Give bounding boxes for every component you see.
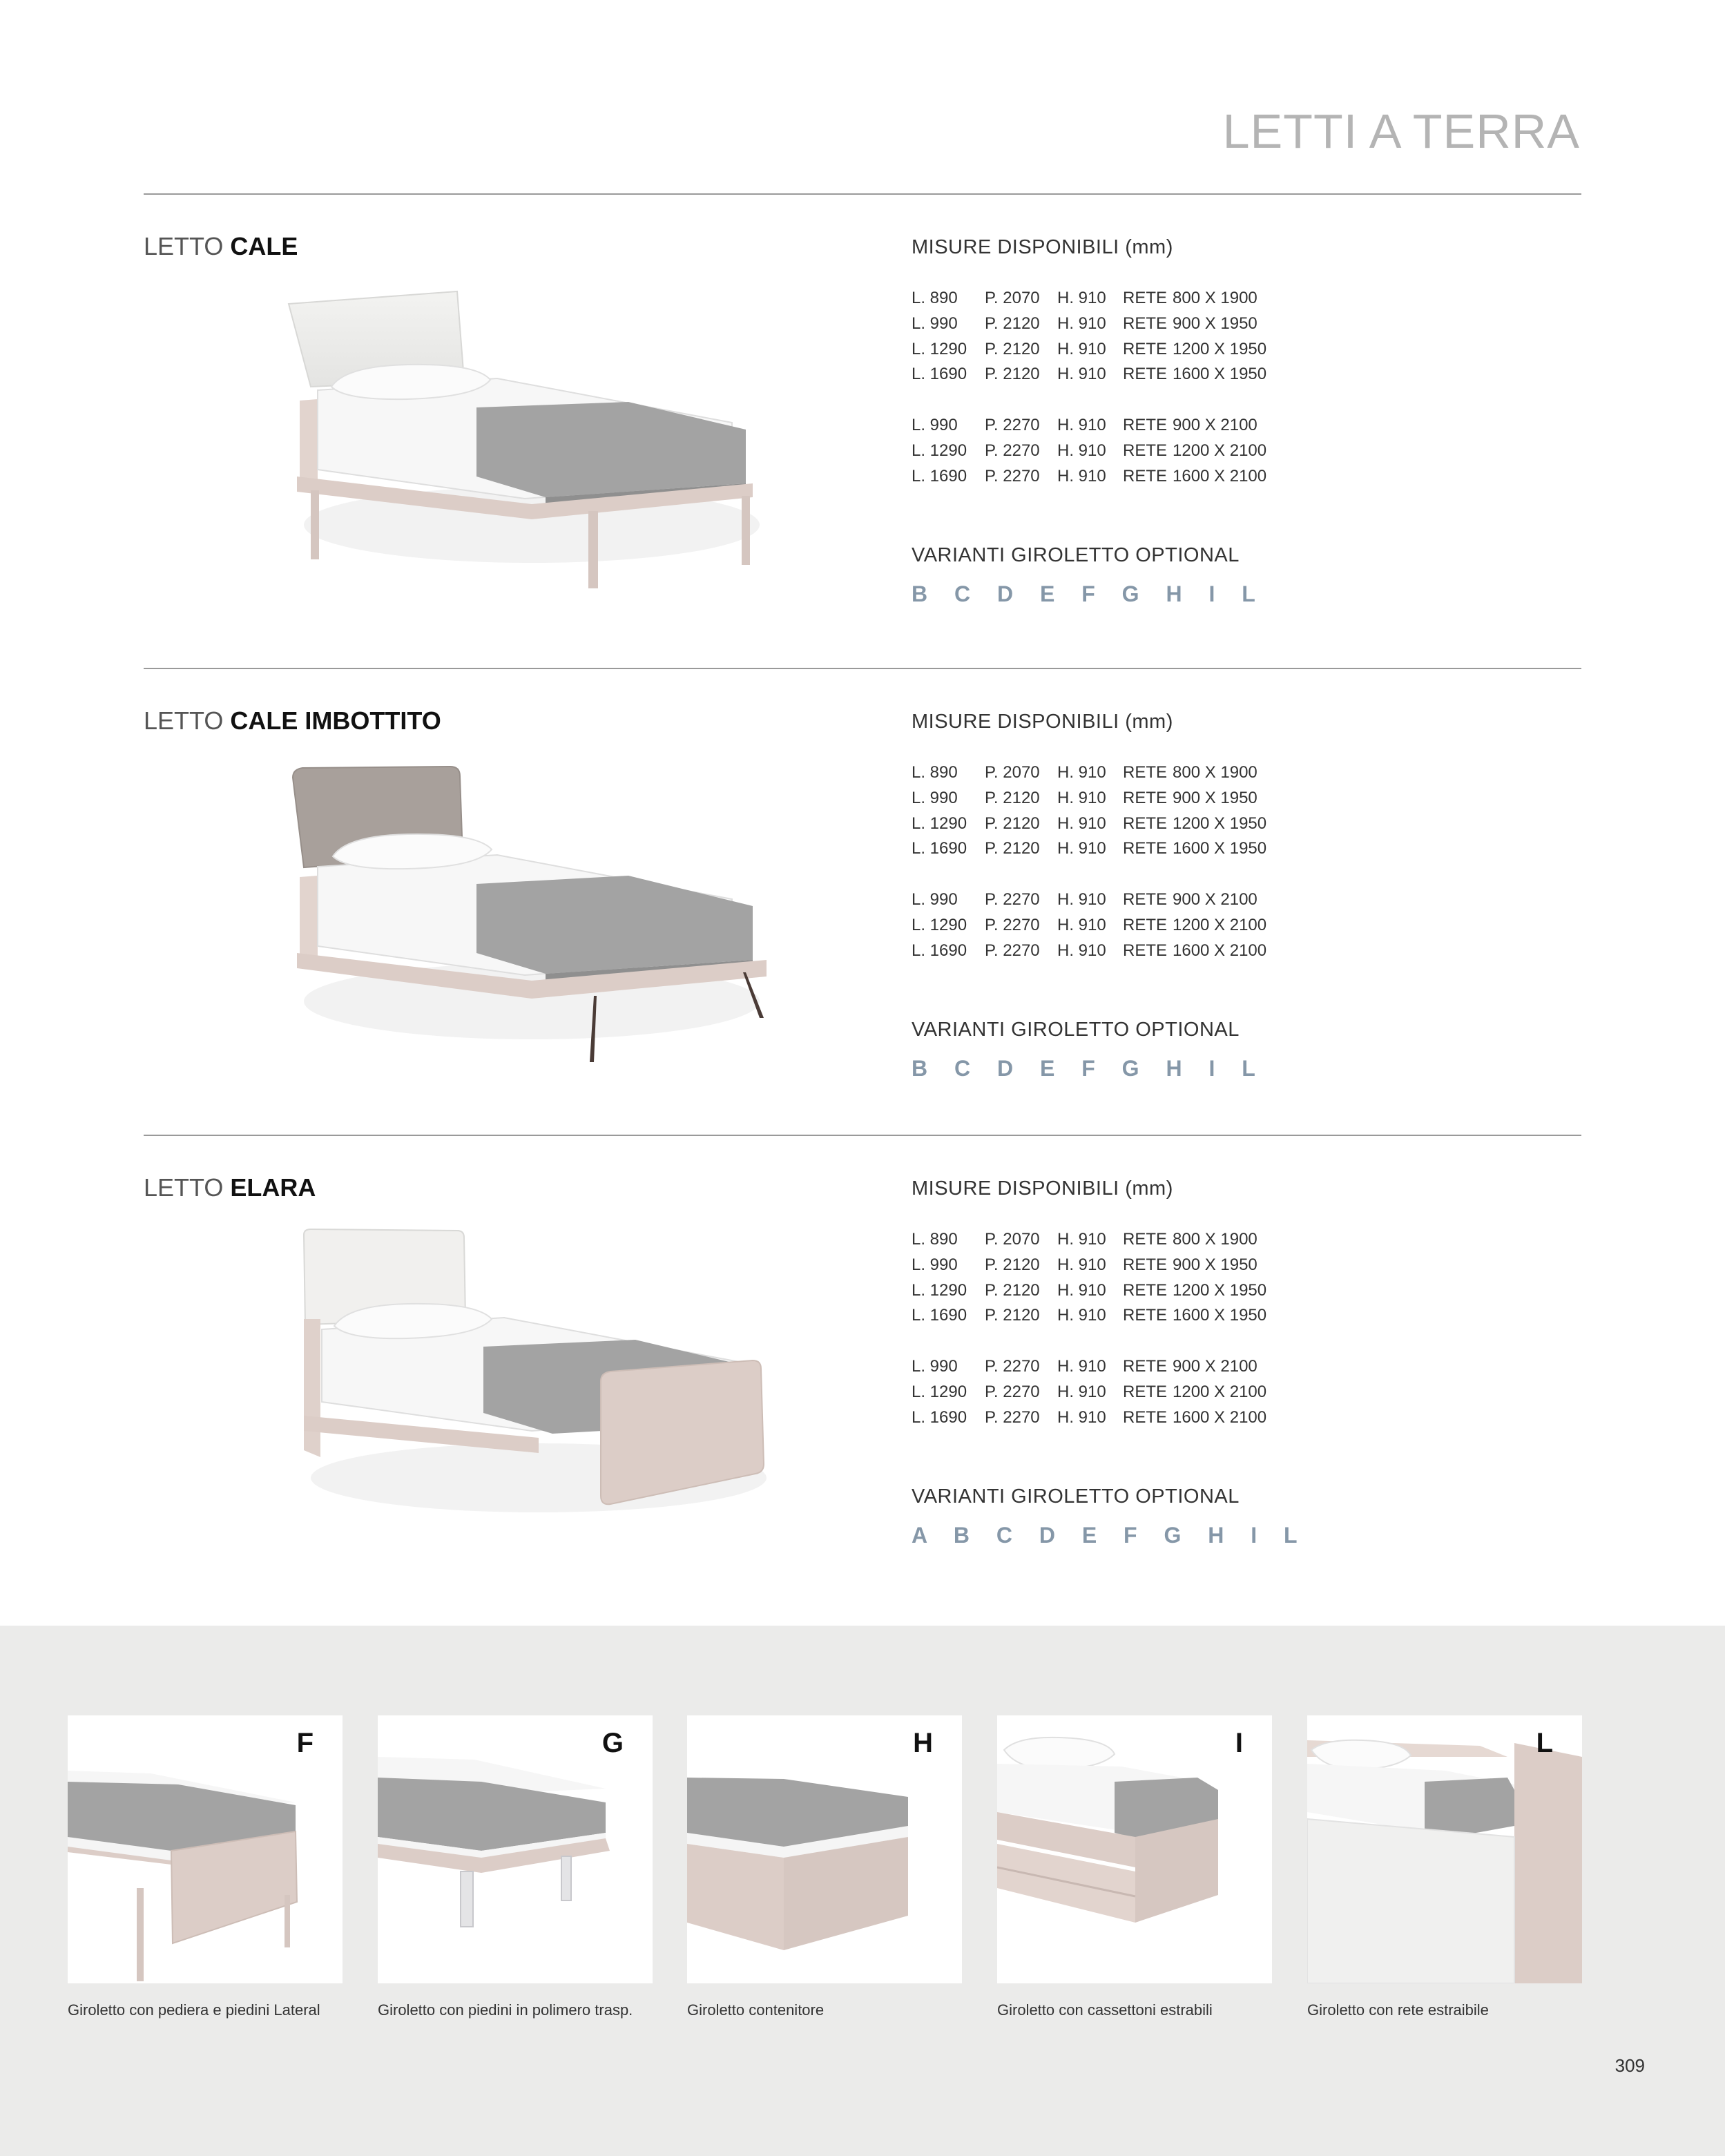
spec-table-standard bbox=[912, 286, 1311, 387]
variant-letters: A B C D E F G H I L bbox=[912, 1523, 1304, 1548]
variant-thumb-f bbox=[68, 1715, 343, 1983]
spec-row: L. 990 P. 2270 H. 910 RETE 900 X 2100 bbox=[912, 1357, 1257, 1376]
section-divider bbox=[144, 668, 1581, 669]
variants-heading: VARIANTI GIROLETTO OPTIONAL bbox=[912, 544, 1240, 566]
bed-cale-image bbox=[269, 276, 794, 601]
product-title-name: CALE IMBOTTITO bbox=[230, 706, 441, 735]
variant-letters: B C D E F G H I L bbox=[912, 1056, 1262, 1081]
variant-thumb-l bbox=[1307, 1715, 1582, 1983]
spec-row: L. 890 P. 2070 H. 910 RETE 800 X 1900 bbox=[912, 1230, 1257, 1249]
variant-thumb-g bbox=[378, 1715, 653, 1983]
spec-row: L. 1290 P. 2120 H. 910 RETE 1200 X 1950 bbox=[912, 339, 1267, 358]
variant-thumb-i bbox=[997, 1715, 1272, 1983]
variants-heading: VARIANTI GIROLETTO OPTIONAL bbox=[912, 1019, 1240, 1041]
page-title: LETTI A TERRA bbox=[1222, 104, 1580, 158]
section-divider bbox=[144, 1135, 1581, 1136]
section-divider bbox=[144, 193, 1581, 195]
spec-table-standard bbox=[912, 760, 1311, 862]
variant-i-image bbox=[997, 1715, 1272, 1983]
spec-row: L. 1290 P. 2270 H. 910 RETE 1200 X 2100 bbox=[912, 915, 1267, 934]
spec-row: L. 1690 P. 2120 H. 910 RETE 1600 X 1950 bbox=[912, 839, 1267, 858]
spec-row: L. 990 P. 2270 H. 910 RETE 900 X 2100 bbox=[912, 890, 1257, 909]
spec-heading: MISURE DISPONIBILI (mm) bbox=[912, 711, 1173, 733]
spec-table-long bbox=[912, 413, 1311, 489]
variant-letters: B C D E F G H I L bbox=[912, 581, 1262, 606]
product-title-cale bbox=[144, 232, 298, 261]
variant-thumb-h bbox=[687, 1715, 962, 1983]
product-title-cale-imbottito bbox=[144, 706, 441, 735]
variant-caption: Giroletto con cassettoni estrabili bbox=[997, 2001, 1213, 2019]
spec-table-long bbox=[912, 1354, 1311, 1430]
bed-cale-imbottito-image bbox=[269, 753, 794, 1077]
spec-table-standard bbox=[912, 1227, 1311, 1329]
spec-row: L. 1290 P. 2270 H. 910 RETE 1200 X 2100 bbox=[912, 1382, 1267, 1401]
spec-row: L. 1690 P. 2270 H. 910 RETE 1600 X 2100 bbox=[912, 466, 1267, 485]
spec-row: L. 1690 P. 2270 H. 910 RETE 1600 X 2100 bbox=[912, 941, 1267, 960]
variant-letter: L bbox=[1536, 1728, 1553, 1758]
spec-row: L. 990 P. 2120 H. 910 RETE 900 X 1950 bbox=[912, 788, 1257, 807]
variant-letter: H bbox=[913, 1728, 933, 1758]
spec-row: L. 1690 P. 2270 H. 910 RETE 1600 X 2100 bbox=[912, 1407, 1267, 1427]
spec-row: L. 990 P. 2120 H. 910 RETE 900 X 1950 bbox=[912, 1255, 1257, 1274]
spec-row: L. 990 P. 2120 H. 910 RETE 900 X 1950 bbox=[912, 314, 1257, 333]
variant-letter: G bbox=[601, 1728, 624, 1758]
spec-row: L. 1690 P. 2120 H. 910 RETE 1600 X 1950 bbox=[912, 365, 1267, 384]
spec-row: L. 1290 P. 2120 H. 910 RETE 1200 X 1950 bbox=[912, 1280, 1267, 1300]
variant-letter: F bbox=[296, 1728, 314, 1758]
product-title-elara bbox=[144, 1173, 316, 1202]
product-title-prefix: LETTO bbox=[144, 232, 224, 260]
variant-caption: Giroletto con piedini in polimero trasp. bbox=[378, 2001, 633, 2019]
product-title-name: CALE bbox=[230, 232, 298, 260]
spec-heading: MISURE DISPONIBILI (mm) bbox=[912, 236, 1173, 258]
page-number: 309 bbox=[1615, 2055, 1645, 2076]
product-title-prefix: LETTO bbox=[144, 1173, 224, 1202]
spec-row: L. 1290 P. 2270 H. 910 RETE 1200 X 2100 bbox=[912, 441, 1267, 460]
spec-row: L. 890 P. 2070 H. 910 RETE 800 X 1900 bbox=[912, 289, 1257, 307]
bed-elara-image bbox=[276, 1215, 801, 1540]
spec-table-long bbox=[912, 887, 1311, 963]
spec-row: L. 1290 P. 2120 H. 910 RETE 1200 X 1950 bbox=[912, 814, 1267, 833]
variants-heading: VARIANTI GIROLETTO OPTIONAL bbox=[912, 1485, 1240, 1508]
spec-heading: MISURE DISPONIBILI (mm) bbox=[912, 1177, 1173, 1200]
spec-row: L. 1690 P. 2120 H. 910 RETE 1600 X 1950 bbox=[912, 1306, 1267, 1325]
variant-letter: I bbox=[1235, 1728, 1243, 1758]
spec-row: L. 890 P. 2070 H. 910 RETE 800 X 1900 bbox=[912, 763, 1257, 782]
variant-caption: Giroletto con pediera e piedini Lateral bbox=[68, 2001, 320, 2019]
variant-caption: Giroletto con rete estraibile bbox=[1307, 2001, 1489, 2019]
spec-row: L. 990 P. 2270 H. 910 RETE 900 X 2100 bbox=[912, 416, 1257, 434]
product-title-name: ELARA bbox=[230, 1173, 316, 1202]
variant-caption: Giroletto contenitore bbox=[687, 2001, 825, 2019]
product-title-prefix: LETTO bbox=[144, 706, 224, 735]
